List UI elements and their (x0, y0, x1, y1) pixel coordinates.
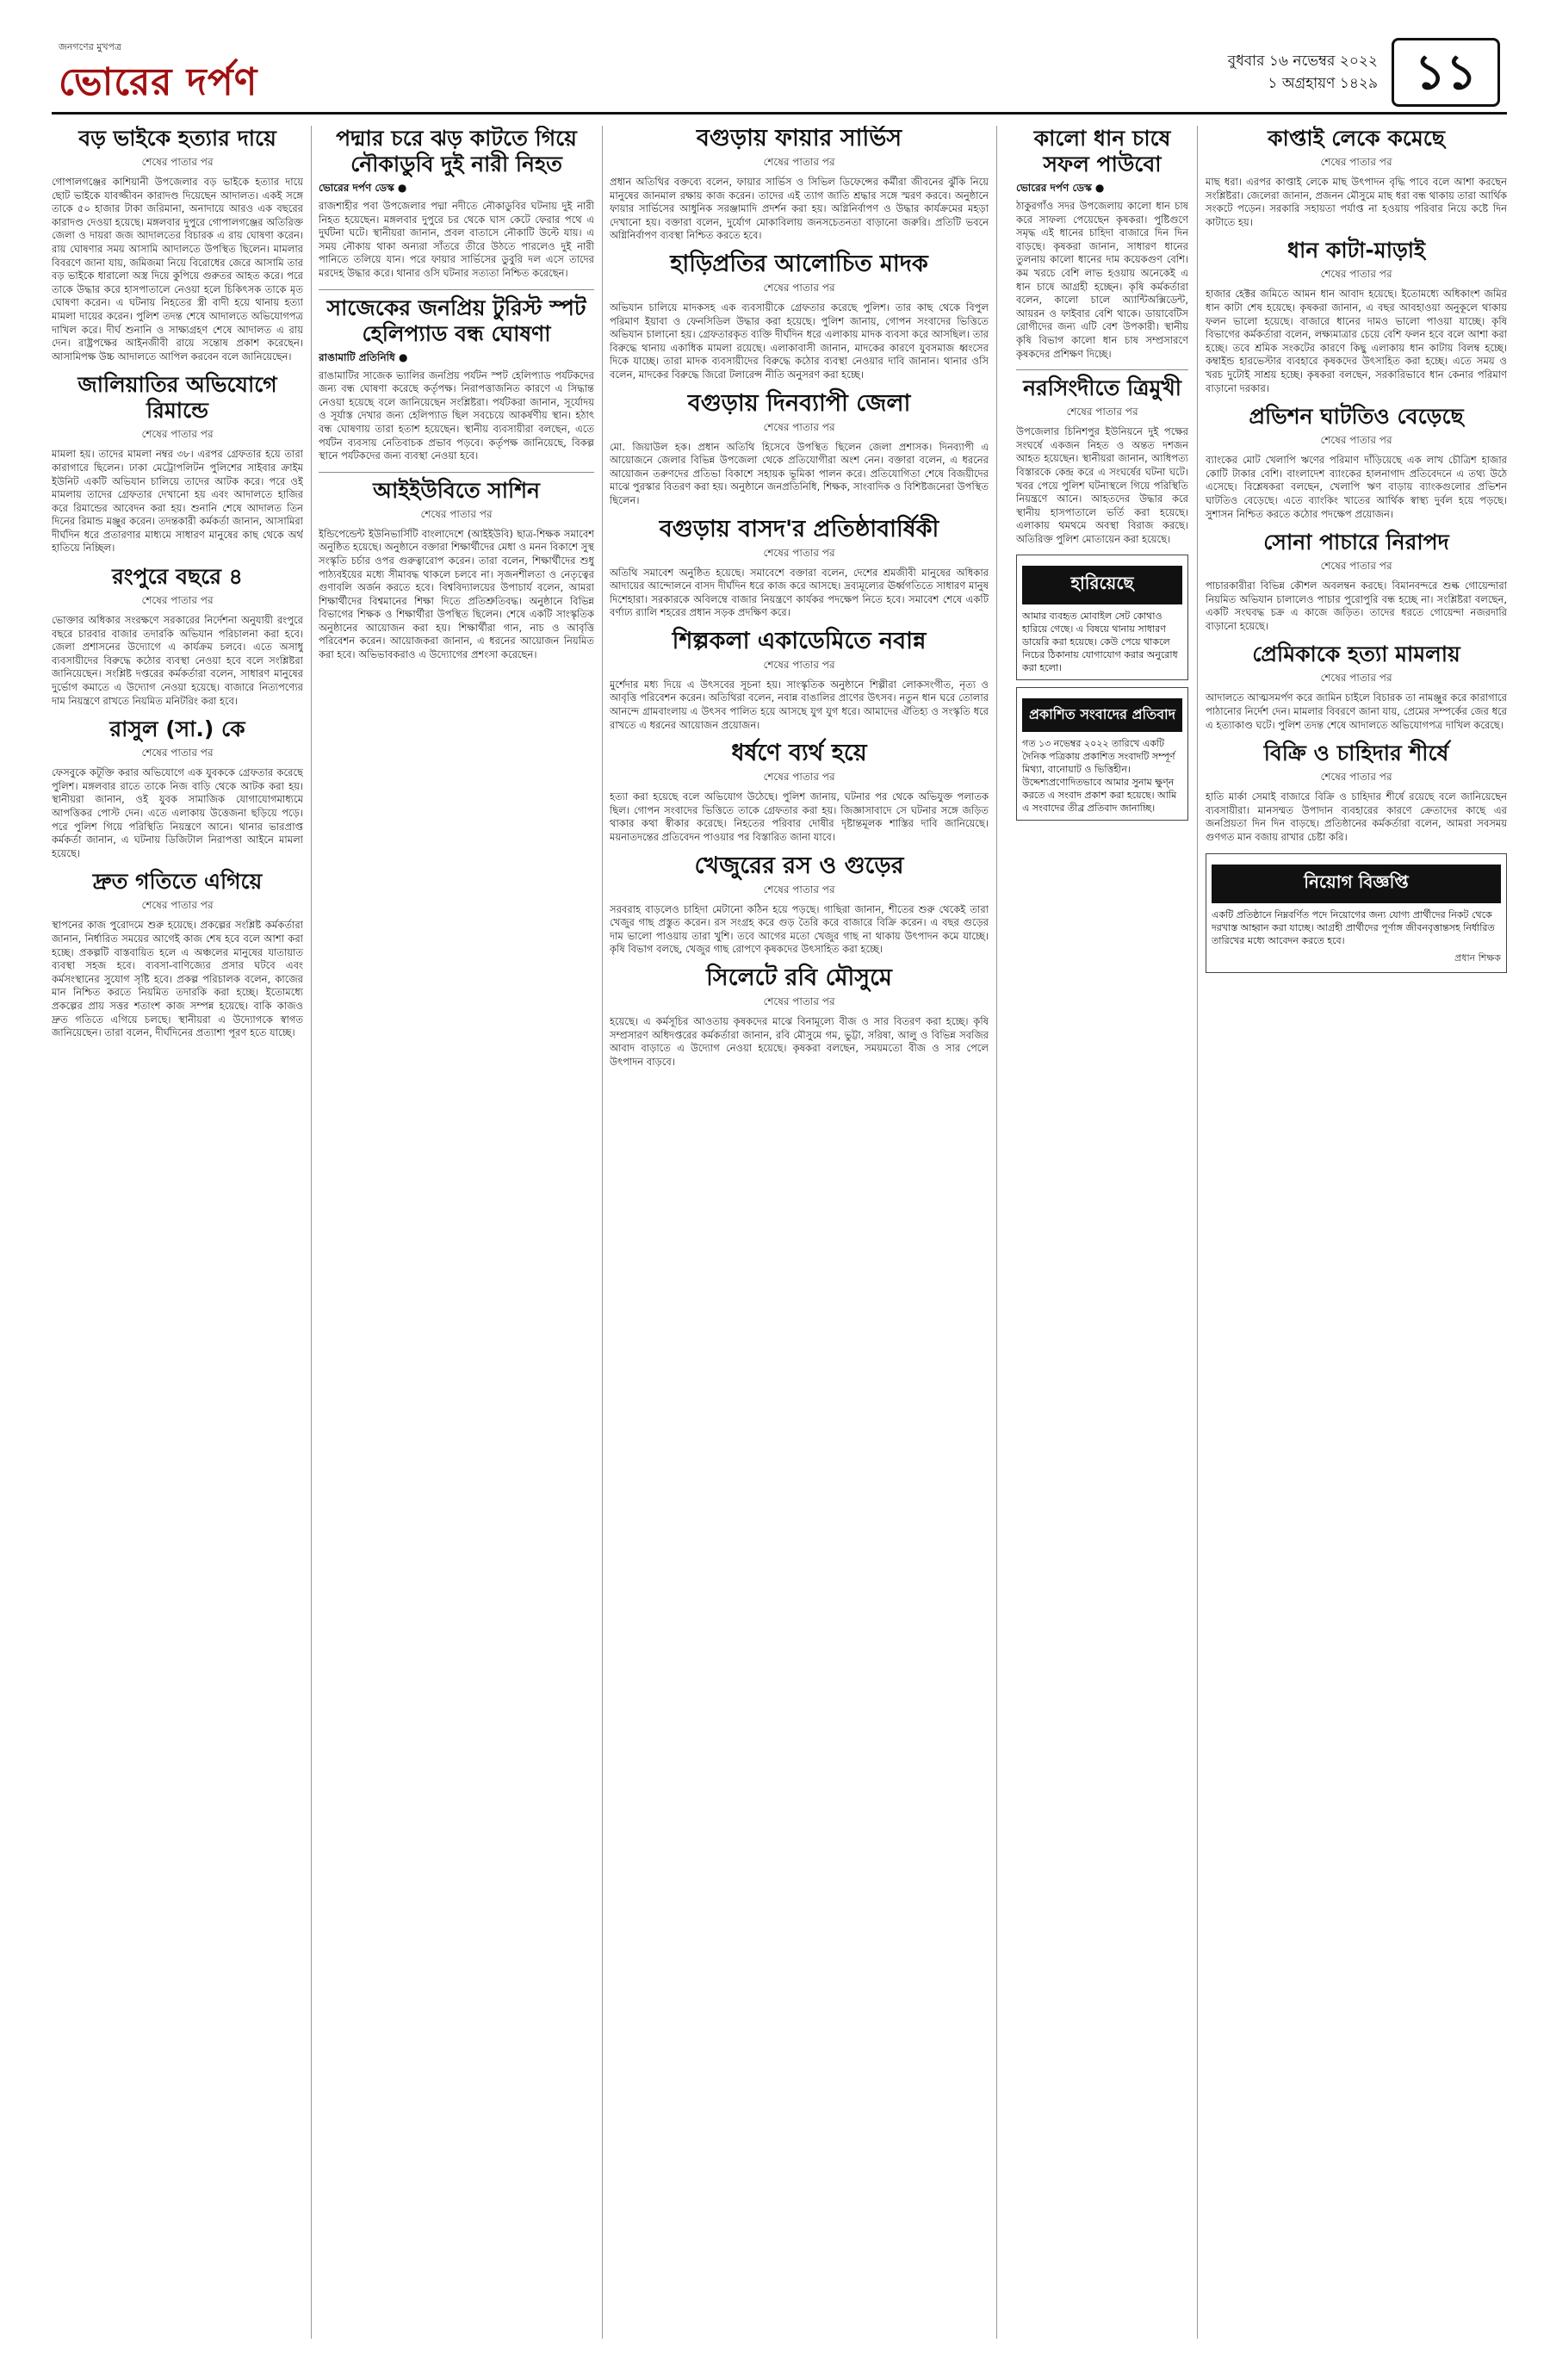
headline: সোনা পাচারে নিরাপদ (1263, 530, 1449, 555)
rebuttal-box (1016, 687, 1188, 821)
headline: বিক্রি ও চাহিদার শীর্ষে (1263, 741, 1449, 766)
logo-tagline: জনগণের মুখপত্র (59, 41, 122, 53)
article-body: মো. জিয়াউল হক। প্রধান অতিথি হিসেবে উপস্থিত ছিলেন জেলা প্রশাসক। দিনব্যাপী এ আয়োজনে জেলার বিভিন্ন উপজেলা থেকে প্রতিযোগীরা অংশ নেন। বক্তারা বলেন, এ ধরনের আয়োজন তরুণদের প্রতিভা বিকাশে সহায়ক ভূমিকা পালন করে। প্রতিযোগিতা শেষে বিজয়ীদের মাঝে পুরস্কার বিতরণ করা হয়। অনুষ্ঠানে জনপ্রতিনিধি, শিক্ষক, সাংবাদিক ও বিশিষ্টজনেরা উপস্থিত ছিলেন। (610, 440, 989, 506)
continued-label: শেষের পাতার পর (763, 420, 835, 433)
article-narsingdi (1016, 375, 1188, 546)
article-body: ইন্ডিপেন্ডেন্ট ইউনিভার্সিটি বাংলাদেশে (আইইউবি) ছাত্র-শিক্ষক সমাবেশ অনুষ্ঠিত হয়েছে। অনুষ্ঠানে বক্তারা শিক্ষার্থীদের মেধা ও মনন বিকাশে সুস্থ সংস্কৃতি চর্চার ওপর গুরুত্বারোপ করেন। তারা বলেন, শিক্ষার্থীদের শুধু পাঠ্যবইয়ের মধ্যে সীমাবদ্ধ থাকলে চলবে না। সৃজনশীলতা ও নেতৃত্বের গুণাবলি অর্জন করতে হবে। বিশ্ববিদ্যালয়ের উপাচার্য বলেন, আমরা শিক্ষার্থীদের বিশ্বমানের শিক্ষা দিতে প্রতিশ্রুতিবদ্ধ। অনুষ্ঠানে বিভিন্ন বিভাগের শিক্ষক ও শিক্ষার্থীরা উপস্থিত ছিলেন। শেষে একটি সাংস্কৃতিক অনুষ্ঠানের আয়োজন করা হয়। শিক্ষার্থীরা গান, নাচ ও আবৃত্তি পরিবেশন করেন। আয়োজকরা জানান, এ ধরনের আয়োজন নিয়মিত করা হবে। অভিভাবকরাও এ উদ্যোগের প্রশংসা করেছেন। (319, 527, 594, 661)
headline: বগুড়ায় বাসদ'র প্রতিষ্ঠাবার্ষিকী (659, 515, 939, 542)
headline: জালিয়াতির অভিযোগে রিমান্ডে (78, 372, 277, 424)
article-gold-smuggling (1206, 530, 1507, 633)
article-body: পাচারকারীরা বিভিন্ন কৌশল অবলম্বন করছে। বিমানবন্দরে শুল্ক গোয়েন্দারা নিয়মিত অভিযান চালালেও পাচার পুরোপুরি বন্ধ হচ্ছে না। সংশ্লিষ্টরা বলছেন, একটি সংঘবদ্ধ চক্র এ কাজে জড়িত। তাদের ধরতে গোয়েন্দা নজরদারি বাড়ানো হয়েছে। (1206, 580, 1507, 632)
article-body: হাজার হেক্টর জমিতে আমন ধান আবাদ হয়েছে। ইতোমধ্যে অধিকাংশ জমির ধান কাটা শেষ হয়েছে। কৃষকরা জানান, এ বছর আবহাওয়া অনুকূলে থাকায় ফলন ভালো হয়েছে। বাজারে ধানের দামও ভালো পাওয়া যাচ্ছে। কৃষি বিভাগের কর্মকর্তারা বলেন, লক্ষ্যমাত্রার চেয়ে বেশি ফলন হবে বলে আশা করা হচ্ছে। তবে শ্রমিক সংকটের কারণে কিছু এলাকায় ধান কাটায় বিলম্ব হচ্ছে। কম্বাইন্ড হারভেস্টার ব্যবহারে কৃষকদের উৎসাহিত করা হচ্ছে। এতে সময় ও খরচ দুটোই সাশ্রয় হচ্ছে। কৃষকরা বলছেন, সরকারিভাবে ধান কেনার পরিমাণ বাড়ানো দরকার। (1206, 288, 1507, 394)
lost-notice-title: হারিয়েছে (1022, 566, 1182, 604)
article-black-rice (1016, 126, 1188, 361)
headline: রাসুল (সা.) কে (109, 716, 245, 742)
article-body: মাছ ধরা। এরপর কাপ্তাই লেকে মাছ উৎপাদন বৃদ্ধি পাবে বলে আশা করছেন সংশ্লিষ্টরা। জেলেরা জানান, প্রজনন মৌসুমে মাছ ধরা বন্ধ থাকায় তারা আর্থিক সংকটে পড়েন। সরকারি সহায়তা পর্যাপ্ত না হওয়ায় পরিবার নিয়ে কষ্টে দিন কাটাতে হয়। (1206, 176, 1507, 228)
article-bogura-day-long (610, 391, 989, 508)
headline: ধর্ষণে ব্যর্থ হয়ে (731, 740, 867, 767)
column-rule (996, 126, 997, 2339)
headline: নরসিংদীতে ত্রিমুখী (1023, 375, 1181, 401)
article-body: হত্যা করা হয়েছে বলে অভিযোগ উঠেছে। পুলিশ জানায়, ঘটনার পর থেকে অভিযুক্ত পলাতক ছিল। গোপন সংবাদের ভিত্তিতে তাকে গ্রেফতার করা হয়। জিজ্ঞাসাবাদে সে ঘটনার সঙ্গে জড়িত থাকার কথা স্বীকার করেছে। নিহতের পরিবার দোষীর দৃষ্টান্তমূলক শাস্তির দাবি জানিয়েছে। ময়নাতদন্তের প্রতিবেদন পাওয়ার পর বিস্তারিত জানা যাবে। (610, 790, 989, 844)
continued-label: শেষের পাতার পর (141, 899, 214, 912)
continued-label: শেষের পাতার পর (763, 658, 835, 671)
date-bangla: ১ অগ্রহায়ণ ১৪২৯ (1268, 75, 1378, 92)
headline: কালো ধান চাষে সফল পাউবো (1033, 126, 1171, 177)
article-body: উপজেলার চিনিশপুর ইউনিয়নে দুই পক্ষের সংঘর্ষে একজন নিহত ও অন্তত দশজন আহত হয়েছেন। স্থানীয়রা জানান, আধিপত্য বিস্তারকে কেন্দ্র করে এ সংঘর্ষের ঘটনা ঘটে। খবর পেয়ে পুলিশ ঘটনাস্থলে গিয়ে পরিস্থিতি নিয়ন্ত্রণে আনে। আহতদের উদ্ধার করে স্থানীয় হাসপাতালে ভর্তি করা হয়েছে। এলাকায় থমথমে অবস্থা বিরাজ করছে। অতিরিক্ত পুলিশ মোতায়েন করা হয়েছে। (1016, 425, 1188, 545)
page-number: ১১ (1392, 38, 1500, 107)
article-body: ভোক্তার অধিকার সংরক্ষণে সরকারের নির্দেশনা অনুযায়ী রংপুরে বছরে চারবার বাজার তদারকি অভিযান পরিচালনা করা হবে। জেলা প্রশাসনের উদ্যোগে এ কার্যক্রম চলবে। এতে অসাধু ব্যবসায়ীদের বিরুদ্ধে কঠোর ব্যবস্থা নেওয়া হবে বলে সংশ্লিষ্টরা জানিয়েছেন। সংশ্লিষ্ট দপ্তরের কর্মকর্তারা বলেন, সাধারণ মানুষের দুর্ভোগ কমাতে এ উদ্যোগ নেওয়া হয়েছে। বাজারে নিত্যপণ্যের দাম নিয়ন্ত্রণে রাখতে নিয়মিত মনিটরিং করা হবে। (52, 614, 303, 707)
article-body: প্রধান অতিথির বক্তব্যে বলেন, ফায়ার সার্ভিস ও সিভিল ডিফেন্সের কর্মীরা জীবনের ঝুঁকি নিয়ে মানুষের জানমাল রক্ষায় কাজ করেন। তাদের এই ত্যাগ জাতি শ্রদ্ধার সঙ্গে স্মরণ করবে। অনুষ্ঠানে ফায়ার সার্ভিসের আধুনিক সরঞ্জামাদি প্রদর্শন করা হয়। অগ্নিনির্বাপণ ও উদ্ধার কার্যক্রমের মহড়া দেখানো হয়। বক্তারা বলেন, দুর্যোগ মোকাবিলায় জনসচেতনতা বাড়ানো জরুরি। প্রতিটি ভবনে অগ্নিনির্বাপণ ব্যবস্থা নিশ্চিত করতে হবে। (610, 176, 989, 242)
article-fraud-remand (52, 372, 303, 555)
headline: সিলেটে রবি মৌসুমে (706, 964, 892, 991)
headline: বগুড়ায় ফায়ার সার্ভিস (696, 126, 902, 152)
headline: রংপুরে বছরে ৪ (112, 564, 243, 590)
article-rasul (52, 716, 303, 860)
continued-label: শেষের পাতার পর (763, 995, 835, 1007)
column-rule (311, 126, 312, 2339)
headline: প্রভিশন ঘাটতিও বেড়েছে (1249, 404, 1464, 430)
article-paddy-harvest (1206, 238, 1507, 395)
continued-label: শেষের পাতার পর (763, 281, 835, 294)
continued-label: শেষের পাতার পর (141, 428, 214, 441)
article-body: ব্যাংকের মোট খেলাপি ঋণের পরিমাণ দাঁড়িয়েছে এক লাখ চৌত্রিশ হাজার কোটি টাকার বেশি। বাংলাদেশ ব্যাংকের হালনাগাদ প্রতিবেদনে এ তথ্য উঠে এসেছে। বিশ্লেষকরা বলছেন, খেলাপি ঋণ বাড়ায় ব্যাংকগুলোর প্রভিশন ঘাটতিও বেড়েছে। এতে ব্যাংকিং খাতের আর্থিক স্বাস্থ্য দুর্বল হয়ে পড়ছে। সুশাসন নিশ্চিত করতে কঠোর পদক্ষেপ প্রয়োজন। (1206, 454, 1507, 520)
article-girlfriend-murder (1206, 641, 1507, 732)
continued-label: শেষের পাতার পর (1320, 672, 1392, 685)
continued-label: শেষের পাতার পর (141, 594, 214, 607)
column-rule (602, 126, 603, 2339)
article-rangpur (52, 564, 303, 708)
article-body: অতিথি সমাবেশ অনুষ্ঠিত হয়েছে। সমাবেশে বক্তারা বলেন, দেশের শ্রমজীবী মানুষের অধিকার আদায়ের আন্দোলনে বাসদ দীর্ঘদিন ধরে কাজ করে আসছে। দ্রব্যমূল্যের ঊর্ধ্বগতিতে সাধারণ মানুষ দিশেহারা। সরকারকে অবিলম্বে বাজার নিয়ন্ত্রণে কার্যকর পদক্ষেপ নিতে হবে। সমাবেশ শেষে একটি বর্ণাঢ্য র‍্যালি শহরের প্রধান সড়ক প্রদক্ষিণ করে। (610, 566, 989, 619)
continued-label: শেষের পাতার পর (420, 507, 493, 520)
article-body: অভিযান চালিয়ে মাদকসহ এক ব্যবসায়ীকে গ্রেফতার করেছে পুলিশ। তার কাছ থেকে বিপুল পরিমাণ ইয়াবা ও ফেনসিডিল উদ্ধার করা হয়েছে। পুলিশ জানায়, গোপন সংবাদের ভিত্তিতে অভিযান চালানো হয়। গ্রেফতারকৃত ব্যক্তি দীর্ঘদিন ধরে এলাকায় মাদক ব্যবসা করে আসছিল। তার বিরুদ্ধে থানায় একাধিক মামলা রয়েছে। এলাকাবাসী জানান, মাদকের কারণে যুবসমাজ ধ্বংসের দিকে যাচ্ছে। তারা মাদক ব্যবসায়ীদের বিরুদ্ধে কঠোর ব্যবস্থা নেওয়ার দাবি জানান। থানার ওসি বলেন, মাদকের বিরুদ্ধে জিরো টলারেন্স নীতি অনুসরণ করা হচ্ছে। (610, 301, 989, 381)
article-body: সরবরাহ বাড়লেও চাহিদা মেটানো কঠিন হয়ে পড়ছে। গাছিরা জানান, শীতের শুরু থেকেই তারা খেজুর গাছ প্রস্তুত করেন। রস সংগ্রহ করে গুড় তৈরি করে বাজারে বিক্রি করেন। এ বছর গুড়ের দাম ভালো পাওয়ায় তারা খুশি। তবে আগের মতো খেজুর গাছ না থাকায় উৎপাদন কমে যাচ্ছে। কৃষি বিভাগ বলছে, খেজুর গাছ রোপণে কৃষকদের উৎসাহিত করা হচ্ছে। (610, 902, 989, 956)
logo-name: ভোরের দর্পণ (59, 60, 258, 104)
continued-label: শেষের পাতার পর (763, 771, 835, 784)
continued-label: শেষের পাতার পর (763, 546, 835, 559)
rebuttal-title: প্রকাশিত সংবাদের প্রতিবাদ (1022, 698, 1182, 732)
article-body: রাজশাহীর পবা উপজেলার পদ্মা নদীতে নৌকাডুবির ঘটনায় দুই নারী নিহত হয়েছেন। মঙ্গলবার দুপুরে চর থেকে ঘাস কেটে ফেরার পথে এ দুর্ঘটনা ঘটে। স্থানীয়রা জানান, প্রবল বাতাসে নৌকাটি উল্টে যায়। এ সময় নৌকায় থাকা অন্যরা সাঁতরে তীরে উঠতে পারলেও দুই নারী পানিতে তলিয়ে যান। পরে ফায়ার সার্ভিসের ডুবুরি দল এসে তাদের মরদেহ উদ্ধার করে। থানার ওসি ঘটনার সত্যতা নিশ্চিত করেছেন। (319, 200, 594, 279)
article-body: হাতি মার্কা সেমাই বাজারে বিক্রি ও চাহিদার শীর্ষে রয়েছে বলে জানিয়েছেন ব্যবসায়ীরা। মানসম্মত উপাদান ব্যবহারের কারণে ক্রেতাদের কাছে এর জনপ্রিয়তা দিন দিন বাড়ছে। প্রতিষ্ঠানের কর্মকর্তারা বলেন, আমরা সবসময় গুণগত মান বজায় রাখার চেষ্টা করি। (1206, 790, 1507, 844)
job-notice-box (1206, 853, 1507, 973)
byline: ভোরের দর্পণ ডেস্ক ● (319, 182, 407, 194)
headline: ধান কাটা-মাড়াই (1286, 238, 1426, 263)
rebuttal-body: গত ১৩ নভেম্বর ২০২২ তারিখে একটি দৈনিক পত্রিকায় প্রকাশিত সংবাদটি সম্পূর্ণ মিথ্যা, বানোয়াট ও ভিত্তিহীন। উদ্দেশ্যপ্রণোদিতভাবে আমার সুনাম ক্ষুণ্ন করতে এ সংবাদ প্রকাশ করা হয়েছে। আমি এ সংবাদের তীব্র প্রতিবাদ জানাচ্ছি। (1022, 738, 1177, 815)
article-nabanna (610, 629, 989, 732)
headline: প্রেমিকাকে হত্যা মামলায় (1252, 641, 1460, 667)
column-5 (1206, 126, 1507, 2339)
headline: দ্রুত গতিতে এগিয়ে (92, 869, 263, 895)
headline: খেজুরের রস ও গুড়ের (694, 852, 904, 879)
article-body: মুর্শেদার মধ্য দিয়ে এ উৎসবের সূচনা হয়। সাংস্কৃতিক অনুষ্ঠানে শিল্পীরা লোকসংগীত, নৃত্য ও আবৃত্তি পরিবেশন করেন। অতিথিরা বলেন, নবান্ন বাঙালির প্রাণের উৎসব। নতুন ধান ঘরে তোলার আনন্দে গ্রামবাংলায় এ উৎসব পালিত হয়ে আসছে যুগ যুগ ধরে। আমাদের ঐতিহ্য ও সংস্কৃতি ধরে রাখতে এ ধরনের আয়োজন প্রয়োজন। (610, 678, 989, 731)
article-kaptai-lake (1206, 126, 1507, 229)
continued-label: শেষের পাতার পর (1320, 560, 1392, 573)
article-rape-attempt (610, 741, 989, 844)
article-rapid-progress (52, 869, 303, 1039)
article-brother-murder (52, 126, 303, 363)
headline: শিল্পকলা একাডেমিতে নবান্ন (672, 627, 927, 654)
continued-label: শেষের পাতার পর (1066, 406, 1138, 418)
article-sylhet-rabi (610, 965, 989, 1069)
article-body: আদালতে আত্মসমর্পণ করে জামিন চাইলে বিচারক তা নামঞ্জুর করে কারাগারে পাঠানোর নির্দেশ দেন। মামলার বিবরণে জানা যায়, প্রেমের সম্পর্কের জের ধরে এ হত্যাকাণ্ড ঘটে। পুলিশ তদন্ত শেষে আদালতে অভিযোগপত্র দাখিল করেছে। (1206, 691, 1507, 731)
headline: আইইউবিতে সাশিন (373, 477, 540, 503)
article-body: স্থাপনের কাজ পুরোদমে শুরু হয়েছে। প্রকল্পের সংশ্লিষ্ট কর্মকর্তারা জানান, নির্ধারিত সময়ের আগেই কাজ শেষ হবে বলে আশা করা হচ্ছে। প্রকল্পটি বাস্তবায়িত হলে এ অঞ্চলের মানুষের যাতায়াত ব্যবস্থা সহজ হবে। ব্যবসা-বাণিজ্যের প্রসার ঘটবে এবং কর্মসংস্থানের সুযোগ সৃষ্টি হবে। প্রকল্প পরিচালক বলেন, কাজের মান নিশ্চিত করতে নিয়মিত তদারকি করা হচ্ছে। ইতোমধ্যে প্রকল্পের প্রায় সত্তর শতাংশ কাজ সম্পন্ন হয়েছে। বাকি কাজও দ্রুত গতিতে এগিয়ে চলছে। স্থানীয়রা এ উদ্যোগকে স্বাগত জানিয়েছেন। তারা বলেন, দীর্ঘদিনের প্রত্যাশা পূরণ হতে যাচ্ছে। (52, 919, 303, 1039)
divider (319, 289, 594, 290)
continued-label: শেষের পাতার পর (1320, 156, 1392, 168)
headline: বড় ভাইকে হত্যার দায়ে (78, 126, 276, 151)
newspaper-logo (59, 40, 265, 104)
article-body: গোপালগঞ্জের কাশিয়ানী উপজেলার বড় ভাইকে হত্যার দায়ে ছোট ভাইকে যাবজ্জীবন কারাদণ্ড দিয়েছেন আদালত। একই সঙ্গে তাকে ৫০ হাজার টাকা জরিমানা, অনাদায়ে আরও এক বছরের কারাদণ্ড দেওয়া হয়েছে। মঙ্গলবার দুপুরে গোপালগঞ্জের অতিরিক্ত জেলা ও দায়রা জজ আদালতের বিচারক এ রায় ঘোষণা করেন। রায় ঘোষণার সময় আসামি আদালতে উপস্থিত ছিলেন। মামলার বিবরণে জানা যায়, জমিজমা নিয়ে বিরোধের জেরে আসামি তার বড় ভাইকে ধারালো অস্ত্র দিয়ে কুপিয়ে গুরুতর আহত করে। পরে তাকে উদ্ধার করে হাসপাতালে নেওয়া হলে চিকিৎসক তাকে মৃত ঘোষণা করেন। এ ঘটনায় নিহতের স্ত্রী বাদী হয়ে থানায় হত্যা মামলা দায়ের করেন। পুলিশ তদন্ত শেষে আদালতে অভিযোগপত্র দাখিল করে। দীর্ঘ শুনানি ও সাক্ষ্যগ্রহণ শেষে আদালত এ রায় দেন। রাষ্ট্রপক্ষের আইনজীবী রায়ে সন্তোষ প্রকাশ করেছেন। আসামিপক্ষ উচ্চ আদালতে আপিল করবেন বলে জানিয়েছেন। (52, 176, 303, 363)
continued-label: শেষের পাতার পর (1320, 434, 1392, 447)
newspaper-page (52, 34, 1507, 2351)
lost-notice-box (1016, 555, 1188, 680)
column-1 (52, 126, 303, 2339)
divider (319, 472, 594, 473)
lost-notice-body: আমার ব্যবহৃত মোবাইল সেট কোথাও হারিয়ে গেছে। এ বিষয়ে থানায় সাধারণ ডায়েরি করা হয়েছে। কেউ পেয়ে থাকলে নিচের ঠিকানায় যোগাযোগ করার অনুরোধ করা হলো। (1022, 610, 1178, 674)
job-notice-body: একটি প্রতিষ্ঠানে নিম্নবর্ণিত পদে নিয়োগের জন্য যোগ্য প্রার্থীদের নিকট থেকে দরখাস্ত আহ্বান করা যাচ্ছে। আগ্রহী প্রার্থীদের পূর্ণাঙ্গ জীবনবৃত্তান্তসহ নির্ধারিত তারিখের মধ্যে আবেদন করতে হবে। (1212, 908, 1495, 946)
column-4 (1016, 126, 1188, 2339)
article-iub (319, 478, 594, 662)
job-notice-footer: প্রধান শিক্ষক (1454, 951, 1501, 964)
article-padma-boat (319, 126, 594, 281)
headline: হাড়িপ্রতির আলোচিত মাদক (670, 250, 928, 277)
article-body: রাঙামাটির সাজেক ভ্যালির জনপ্রিয় পর্যটন স্পট হেলিপ্যাড পর্যটকদের জন্য বন্ধ ঘোষণা করেছে কর্তৃপক্ষ। নিরাপত্তাজনিত কারণে এ সিদ্ধান্ত নেওয়া হয়েছে বলে জানিয়েছেন সংশ্লিষ্টরা। পর্যটকরা জানান, সূর্যোদয় ও সূর্যাস্ত দেখার জন্য হেলিপ্যাড ছিল সবচেয়ে আকর্ষণীয় স্থান। হঠাৎ বন্ধ ঘোষণায় তারা হতাশ হয়েছেন। স্থানীয় ব্যবসায়ীরা বলছেন, এতে পর্যটন ব্যবসায় নেতিবাচক প্রভাব পড়বে। কর্তৃপক্ষ জানিয়েছে, বিকল্প স্থানে পর্যটকদের জন্য ব্যবস্থা নেওয়া হবে। (319, 369, 594, 462)
article-body: মামলা হয়। তাদের মামলা নম্বর ৩৮। এরপর গ্রেফতার হয়ে তারা কারাগারে ছিলেন। ঢাকা মেট্রোপলিটন পুলিশের সাইবার ক্রাইম ইউনিট একটি অভিযান চালিয়ে তাদের আটক করে। পরে ওই মামলায় তাদের গ্রেফতার দেখানো হয় এবং আদালতে হাজির করে রিমান্ডের আবেদন করা হয়। শুনানি শেষে আদালত তিন দিনের রিমান্ড মঞ্জুর করেন। তদন্তকারী কর্মকর্তা জানান, আসামিরা দীর্ঘদিন ধরে প্রতারণার মাধ্যমে সাধারণ মানুষের কাছ থেকে অর্থ হাতিয়ে নিচ্ছিল। (52, 448, 303, 555)
headline: সাজেকের জনপ্রিয় টুরিস্ট স্পট হেলিপ্যাড বন্ধ ঘোষণা (326, 294, 586, 346)
article-top-sales (1206, 741, 1507, 844)
article-basad (610, 517, 989, 620)
article-sajek-helipad (319, 295, 594, 463)
article-body: হয়েছে। এ কর্মসূচির আওতায় কৃষকদের মাঝে বিনামূল্যে বীজ ও সার বিতরণ করা হচ্ছে। কৃষি সম্প্রসারণ অধিদপ্তরের কর্মকর্তারা জানান, রবি মৌসুমে গম, ভুট্টা, সরিষা, আলু ও বিভিন্ন সবজির আবাদ বাড়াতে এ উদ্যোগ নেওয়া হয়েছে। কৃষকরা বলছেন, সময়মতো বীজ ও সার পেলে উৎপাদন বাড়বে। (610, 1015, 989, 1068)
byline: ভোরের দর্পণ ডেস্ক ● (1016, 182, 1105, 194)
continued-label: শেষের পাতার পর (763, 156, 835, 168)
column-rule (1197, 126, 1198, 2339)
date-gregorian: বুধবার ১৬ নভেম্বর ২০২২ (1227, 53, 1378, 70)
job-notice-title: নিয়োগ বিজ্ঞপ্তি (1212, 865, 1501, 903)
article-body: ফেসবুকে কটূক্তি করার অভিযোগে এক যুবককে গ্রেফতার করেছে পুলিশ। মঙ্গলবার রাতে তাকে নিজ বাড়ি থেকে আটক করা হয়। স্থানীয়রা জানান, ওই যুবক সামাজিক যোগাযোগমাধ্যমে আপত্তিকর পোস্ট দেন। এতে এলাকায় উত্তেজনা ছড়িয়ে পড়ে। পরে পুলিশ গিয়ে পরিস্থিতি নিয়ন্ত্রণে আনে। থানার ভারপ্রাপ্ত কর্মকর্তা জানান, এ ঘটনায় ডিজিটাল নিরাপত্তা আইনে মামলা হয়েছে। (52, 766, 303, 859)
continued-label: শেষের পাতার পর (141, 156, 214, 168)
issue-date (1228, 50, 1378, 95)
article-drugs (610, 251, 989, 382)
continued-label: শেষের পাতার পর (1320, 268, 1392, 281)
divider (1016, 369, 1188, 370)
article-provision-deficit (1206, 404, 1507, 521)
headline: বগুড়ায় দিনব্যাপী জেলা (687, 389, 911, 417)
article-body: ঠাকুরগাঁও সদর উপজেলায় কালো ধান চাষ করে সাফল্য পেয়েছেন কৃষকরা। পুষ্টিগুণে সমৃদ্ধ এই ধানের চাহিদা বাজারে দিন দিন বাড়ছে। কৃষকরা জানান, সাধারণ ধানের তুলনায় কালো ধানের দাম কয়েকগুণ বেশি। কম খরচে বেশি লাভ হওয়ায় অনেকেই এ ধান চাষে আগ্রহী হচ্ছেন। কৃষি কর্মকর্তারা বলেন, কালো চালে অ্যান্টিঅক্সিডেন্ট, আয়রন ও ফাইবার বেশি থাকে। ডায়াবেটিস রোগীদের জন্য এটি বেশ উপকারী। স্থানীয় কৃষি বিভাগ কালো ধান চাষ সম্প্রসারণে কৃষকদের প্রশিক্ষণ দিচ্ছে। (1016, 200, 1188, 360)
headline: কাপ্তাই লেকে কমেছে (1268, 126, 1445, 151)
continued-label: শেষের পাতার পর (141, 747, 214, 759)
continued-label: শেষের পাতার পর (763, 883, 835, 896)
column-2 (319, 126, 594, 2339)
byline: রাঙামাটি প্রতিনিধি ● (319, 350, 408, 363)
article-fire-service (610, 126, 989, 243)
column-3 (610, 126, 989, 2339)
headline: পদ্মার চরে ঝড় কাটতে গিয়ে নৌকাডুবি দুই নারী নিহত (336, 126, 577, 177)
masthead (52, 34, 1507, 115)
article-date-juice (610, 853, 989, 957)
continued-label: শেষের পাতার পর (1320, 771, 1392, 784)
